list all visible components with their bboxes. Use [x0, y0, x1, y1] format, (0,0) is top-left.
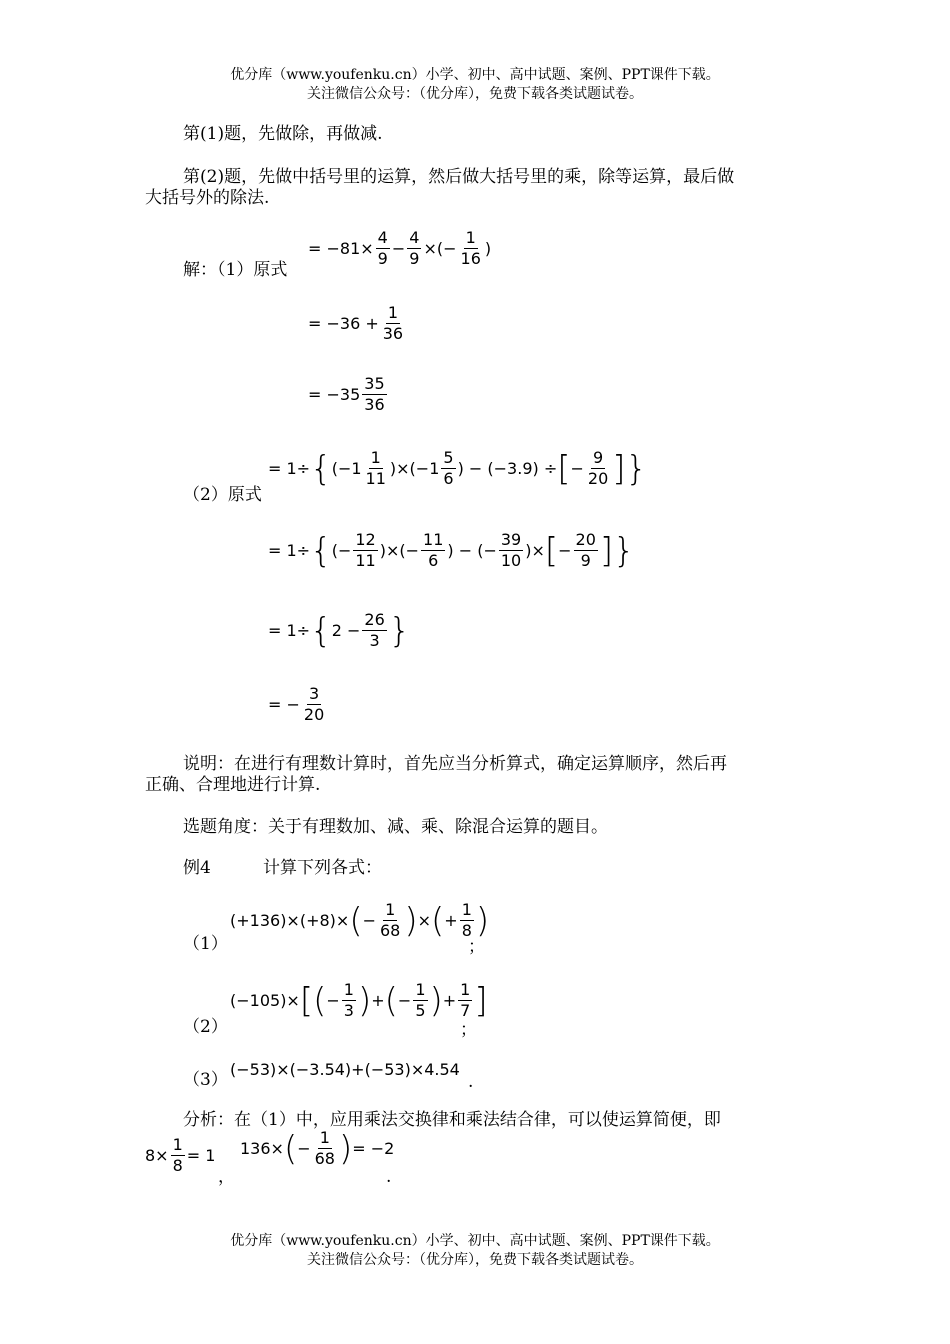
- question-1-label: （1）: [183, 934, 228, 954]
- note-line-a: 说明：在进行有理数计算时，首先应当分析算式，确定运算顺序，然后再: [183, 754, 727, 774]
- analysis-expr-1: 8× $\frac{1}{8}$ = 1: [145, 1135, 216, 1175]
- question-1-semicolon: ；: [468, 937, 485, 957]
- question-3-period: .: [468, 1072, 474, 1092]
- header-line-1: 优分库（www.youfenku.cn）小学、初中、高中试题、案例、PPT课件下载。: [230, 67, 720, 83]
- header-line-2: 关注微信公众号：（优分库），免费下载各类试题试卷。: [307, 86, 643, 102]
- solution-1-line-1: = −81× $\frac{4}{9}$ − $\frac{4}{9}$ ×(− $\frac{1}{16}$ ): [308, 228, 492, 268]
- example-4-text: 计算下列各式：: [263, 858, 382, 878]
- note-line-b: 正确、合理地进行计算.: [145, 775, 321, 795]
- solution-2-line-1: = 1÷ { (−1 $\frac{1}{11}$ )×(−1 $\frac{5}{6}$ ) − (−3.9) ÷ [ − $\frac{9}{20}$ ] }: [268, 448, 648, 489]
- solution-2-line-2: = 1÷ { (− $\frac{12}{11}$ )×(− $\frac{11}{6}$ ) − (− $\frac{39}{10}$ )× [ − $\frac{20}{9}$ ] }: [268, 530, 635, 571]
- solution-2-line-3: = 1÷ { 2 − $\frac{26}{3}$ }: [268, 610, 411, 651]
- paragraph-1: 第(1)题，先做除，再做减.: [183, 124, 383, 144]
- question-3-expr: (−53)×(−3.54)+(−53)×4.54: [230, 1060, 460, 1079]
- solution-2-line-4: = − $\frac{3}{20}$: [268, 684, 325, 724]
- question-2-semicolon: ；: [460, 1020, 477, 1040]
- solution-2-label: （2）原式: [183, 485, 262, 505]
- footer-line-1: 优分库（www.youfenku.cn）小学、初中、高中试题、案例、PPT课件下载。: [230, 1233, 720, 1249]
- analysis-text: 分析：在（1）中，应用乘法交换律和乘法结合律，可以使运算简便，即: [183, 1110, 721, 1130]
- solution-1-label: 解：（1）原式: [183, 260, 288, 280]
- question-2-expr: (−105)× [ ( − $\frac{1}{3}$ ) + ( − $\frac{1}{5}$ ) + $\frac{1}{7}$ ]: [230, 980, 488, 1021]
- footer-line-2: 关注微信公众号：（优分库），免费下载各类试题试卷。: [307, 1252, 643, 1268]
- analysis-comma: ，: [218, 1167, 235, 1187]
- selection-angle: 选题角度：关于有理数加、减、乘、除混合运算的题目。: [183, 817, 608, 837]
- paragraph-2a: 第(2)题，先做中括号里的运算，然后做大括号里的乘，除等运算，最后做: [183, 167, 735, 187]
- question-1-expr: (+136)×(+8)× ( − $\frac{1}{68}$ ) × ( + $\frac{1}{8}$ ): [230, 900, 490, 941]
- example-4-label: 例4: [183, 858, 211, 878]
- analysis-expr-2: 136× ( − $\frac{1}{68}$ ) = −2: [240, 1128, 395, 1169]
- question-3-label: （3）: [183, 1070, 228, 1090]
- paragraph-2b: 大括号外的除法.: [145, 188, 270, 208]
- analysis-period: .: [386, 1167, 392, 1187]
- question-2-label: （2）: [183, 1017, 228, 1037]
- solution-1-line-3: = −35 $\frac{35}{36}$: [308, 374, 385, 414]
- solution-1-line-2: = −36 + $\frac{1}{36}$: [308, 303, 404, 343]
